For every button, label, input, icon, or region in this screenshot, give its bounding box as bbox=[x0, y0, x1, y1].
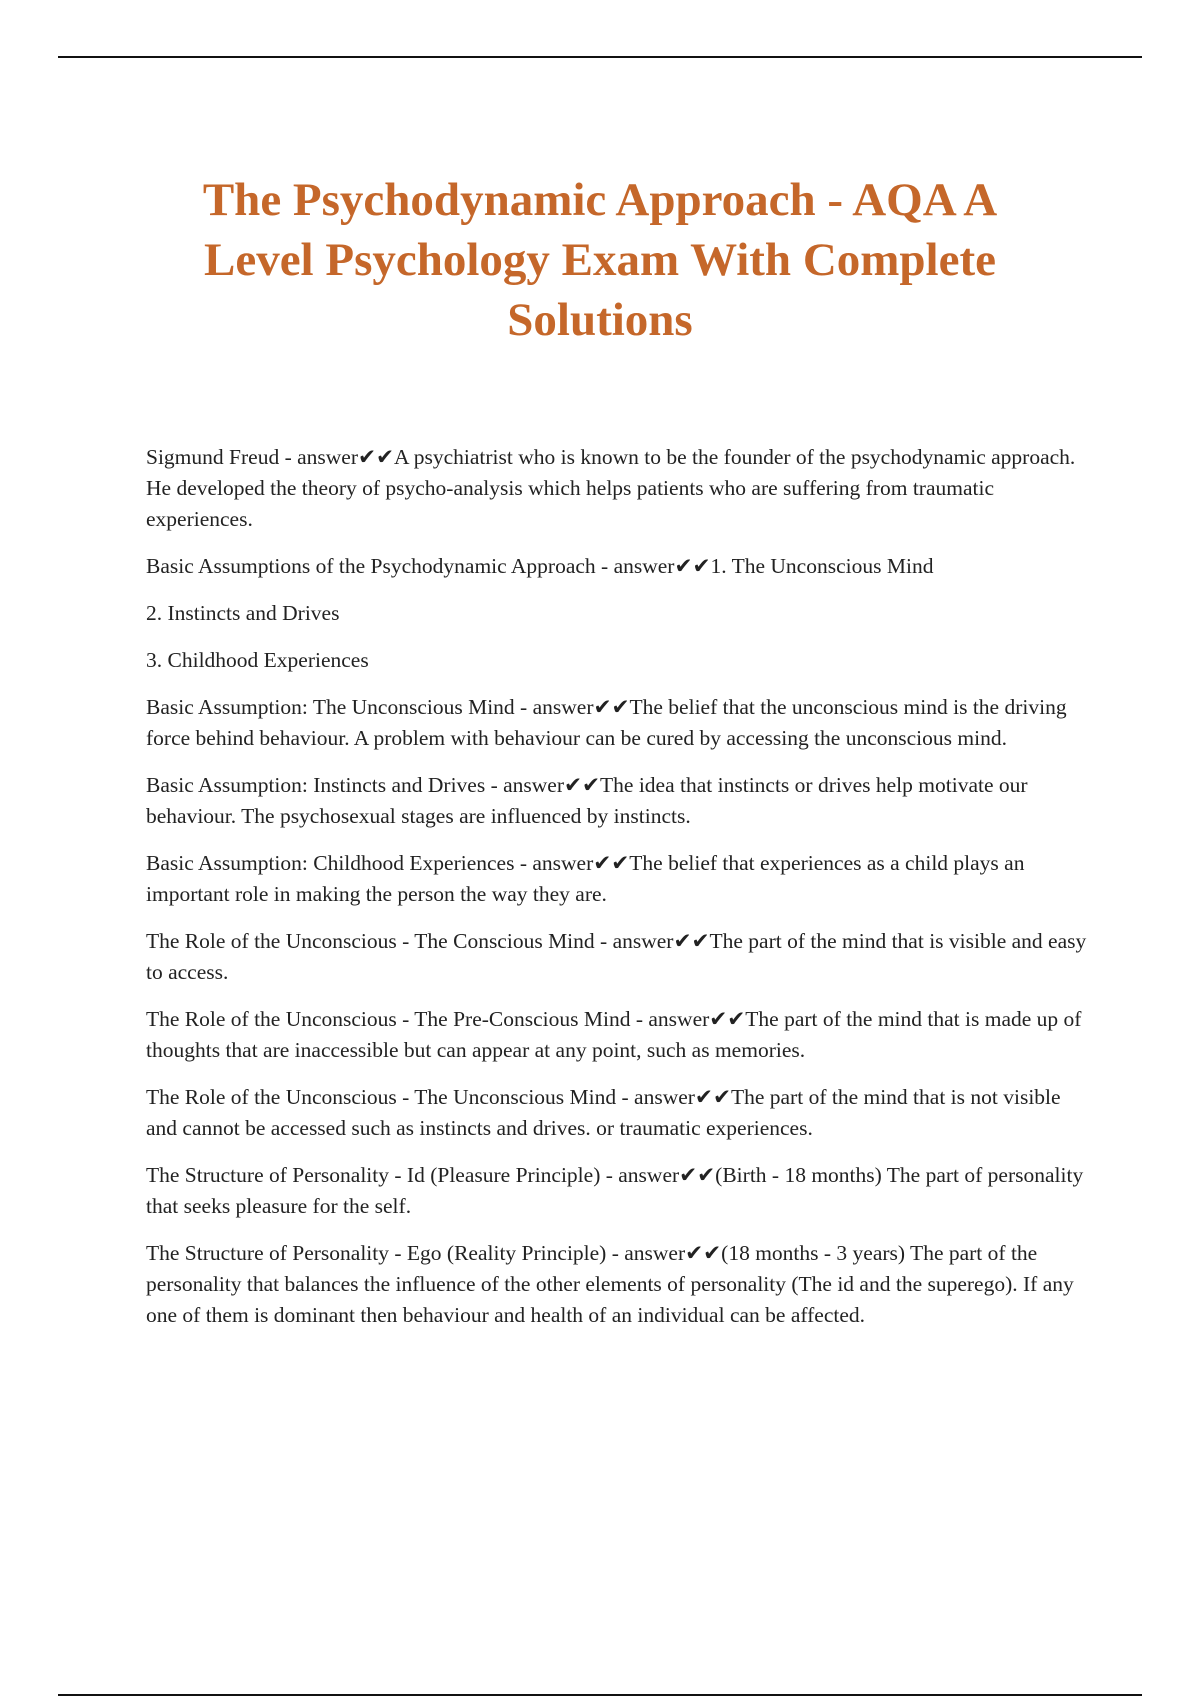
entry-instincts-and-drives-item: 2. Instincts and Drives bbox=[146, 601, 340, 625]
entry-childhood-experiences-item: 3. Childhood Experiences bbox=[146, 648, 369, 672]
entry-sigmund-freud: Sigmund Freud - answer✔✔A psychiatrist who is known to be the founder of the psychodynamic approach. He developed the theory of psycho-analysis which helps patients who are suffering from traumatic experiences. bbox=[146, 445, 1076, 531]
entry-assumption-childhood: Basic Assumption: Childhood Experiences - answer✔✔The belief that experiences as a child plays an important role in making the person the way they are. bbox=[146, 851, 1025, 906]
entry-pre-conscious-mind: The Role of the Unconscious - The Pre-Conscious Mind - answer✔✔The part of the mind that is made up of thoughts that are inaccessible but can appear at any point, such as memories. bbox=[146, 1007, 1082, 1062]
entry-unconscious-mind: The Role of the Unconscious - The Unconscious Mind - answer✔✔The part of the mind that is not visible and cannot be accessed such as instincts and drives. or traumatic experiences. bbox=[146, 1085, 1061, 1140]
entry-basic-assumptions: Basic Assumptions of the Psychodynamic Approach - answer✔✔1. The Unconscious Mind bbox=[146, 554, 934, 578]
entry-id-pleasure-principle: The Structure of Personality - Id (Pleasure Principle) - answer✔✔(Birth - 18 months) The part of personality that seeks pleasure for the self. bbox=[146, 1163, 1084, 1218]
document-body bbox=[146, 442, 1096, 1347]
entry-ego-reality-principle: The Structure of Personality - Ego (Reality Principle) - answer✔✔(18 months - 3 years) The part of the personality that balances the influence of the other elements of personality (The id and the superego). If any one of them is dominant then behaviour and health of an individual can be affected. bbox=[146, 1241, 1074, 1327]
entry-assumption-unconscious-mind: Basic Assumption: The Unconscious Mind - answer✔✔The belief that the unconscious mind is the driving force behind behaviour. A problem with behaviour can be cured by accessing the unconscious mind. bbox=[146, 695, 1067, 750]
entry-assumption-instincts-drives: Basic Assumption: Instincts and Drives - answer✔✔The idea that instincts or drives help motivate our behaviour. The psychosexual stages are influenced by instincts. bbox=[146, 773, 1028, 828]
bottom-rule bbox=[58, 1694, 1142, 1696]
document-title: The Psychodynamic Approach - AQA A Level Psychology Exam With Complete Solutions bbox=[202, 174, 998, 346]
entry-conscious-mind: The Role of the Unconscious - The Conscious Mind - answer✔✔The part of the mind that is visible and easy to access. bbox=[146, 929, 1087, 984]
top-rule bbox=[58, 56, 1142, 58]
